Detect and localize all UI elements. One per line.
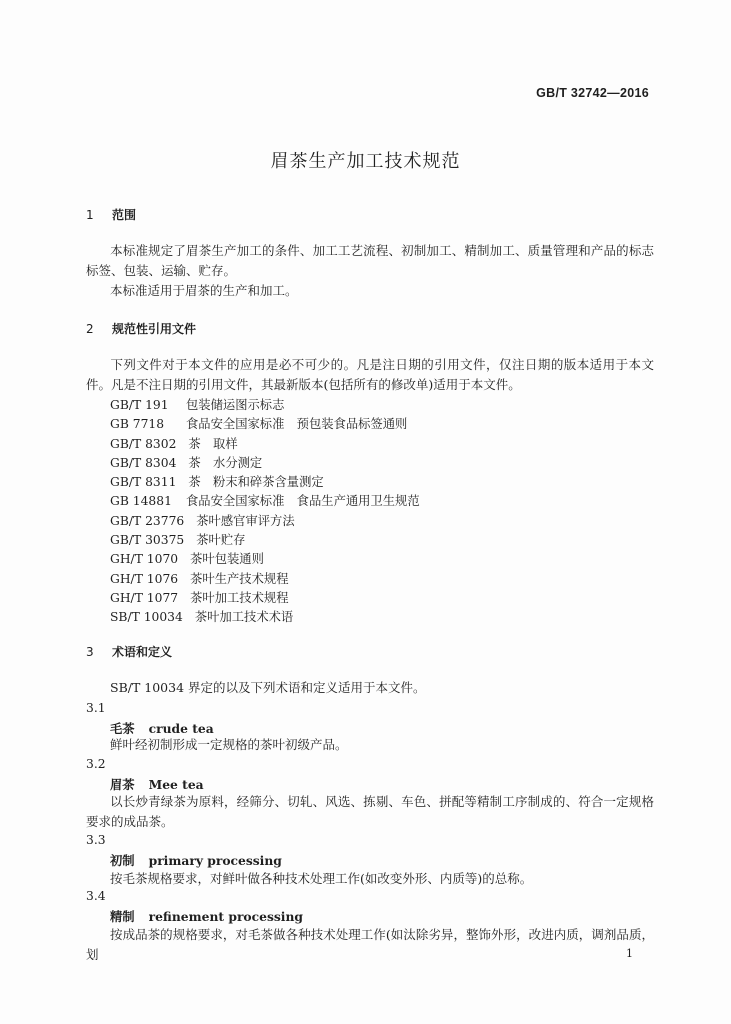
term-number: 3.1 [86,701,106,715]
reference-item: GB/T 30375 茶叶贮存 [110,533,246,548]
section-3-intro: SB/T 10034 界定的以及下列术语和定义适用于本文件。 [110,680,426,695]
term-heading: 毛茶 crude tea [110,721,214,736]
term-number: 3.2 [86,757,106,771]
section-number: 3 [86,645,94,659]
term-definition: 按毛茶规格要求，对鲜叶做各种技术处理工作(如改变外形、内质等)的总称。 [110,871,533,886]
reference-item: GB/T 8311 茶 粉末和碎茶含量测定 [110,475,324,490]
normative-references-list [110,396,420,628]
section-number: 2 [86,322,94,336]
section-1-paragraph-1: 本标准规定了眉茶生产加工的条件、加工工艺流程、初制加工、精制加工、质量管理和产品的标志标签、包装、运输、贮存。 [86,243,654,278]
section-title: 范围 [112,208,137,222]
section-1-heading [86,206,136,223]
reference-item: GB/T 8302 茶 取样 [110,436,238,451]
reference-item: GB/T 23776 茶叶感官审评方法 [110,513,295,528]
term-number: 3.4 [86,889,106,903]
term-definition: 鲜叶经初制形成一定规格的茶叶初级产品。 [110,737,348,752]
page-number: 1 [626,947,633,960]
term-heading: 精制 refinement processing [110,909,303,924]
reference-item: GH/T 1077 茶叶加工技术规程 [110,590,289,605]
section-title: 规范性引用文件 [112,322,197,336]
reference-item: GB/T 191 包装储运图示标志 [110,398,285,412]
term-heading: 初制 primary processing [110,853,282,868]
document-title: 眉茶生产加工技术规范 [270,151,461,172]
term-number: 3.3 [86,833,106,847]
standard-code: GB/T 32742—2016 [536,86,649,100]
term-definition: 按成品茶的规格要求，对毛茶做各种技术处理工作(如汰除劣异，整饰外形，改进内质，调剂品质，划 [86,927,654,962]
reference-item: GH/T 1076 茶叶生产技术规程 [110,571,289,586]
term-heading: 眉茶 Mee tea [110,777,204,792]
section-2-intro: 下列文件对于本文件的应用是必不可少的。凡是注日期的引用文件，仅注日期的版本适用于本文件。凡是不注日期的引用文件，其最新版本(包括所有的修改单)适用于本文件。 [86,357,654,392]
reference-item: GH/T 1070 茶叶包装通则 [110,552,264,567]
reference-item: SB/T 10034 茶叶加工技术术语 [110,610,294,625]
section-1-paragraph-2: 本标准适用于眉茶的生产和加工。 [110,283,298,298]
section-title: 术语和定义 [112,645,173,659]
term-definition: 以长炒青绿茶为原料，经筛分、切轧、风选、拣剔、车色、拼配等精制工序制成的、符合一定规格要求的成品茶。 [86,794,654,829]
section-number: 1 [86,208,94,222]
reference-item: GB 7718 食品安全国家标准 预包装食品标签通则 [110,417,408,432]
section-2-heading [86,320,196,337]
section-3-heading [86,643,172,660]
reference-item: GB/T 8304 茶 水分测定 [110,455,263,470]
reference-item: GB 14881 食品安全国家标准 食品生产通用卫生规范 [110,494,420,509]
